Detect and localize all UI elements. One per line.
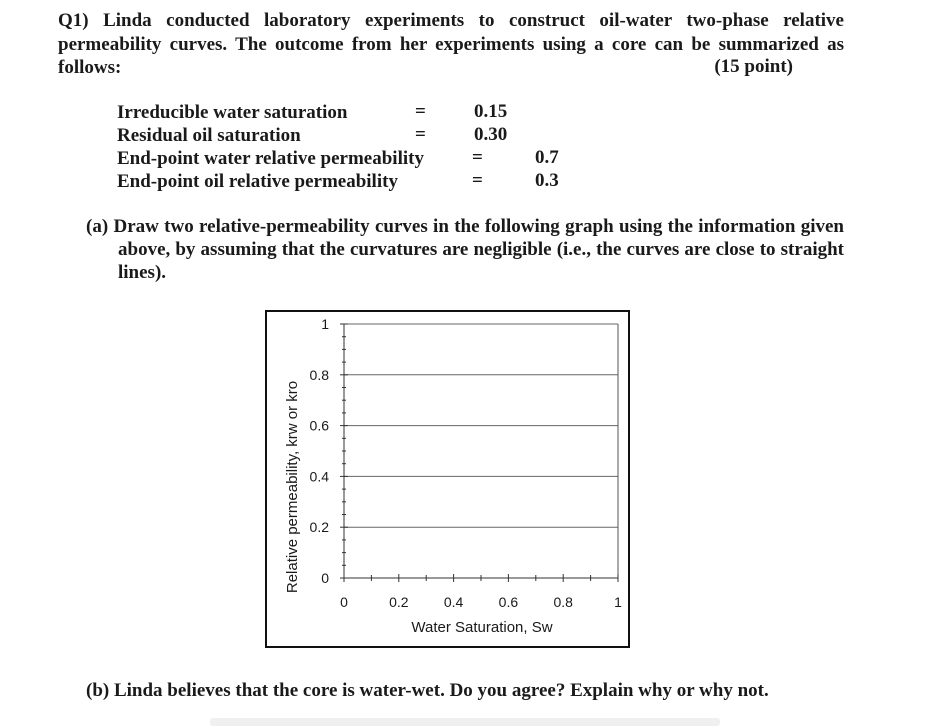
x-tick-label-5: 1	[614, 594, 622, 610]
y-tick-label-5: 1	[321, 316, 329, 332]
part-a-prompt	[86, 215, 844, 284]
y-tick-label-4: 0.8	[309, 366, 329, 383]
y-axis-label: Relative permeability, krw or kro	[284, 380, 301, 594]
given-eq-endpoint-water: =	[472, 147, 483, 168]
y-tick-label-2: 0.4	[309, 468, 329, 485]
ticks-layer	[310, 316, 623, 610]
x-tick-label-2: 0.4	[443, 594, 464, 610]
y-tick-label-3: 0.6	[309, 417, 329, 434]
part-a-text: (a) Draw two relative-permeability curves in the following graph using the information given above, by assuming that the curvatures are negligible (i.e., the curves are close to straight lines).	[86, 216, 844, 283]
given-eq-endpoint-oil: =	[472, 170, 483, 191]
x-axis-label: Water Saturation, Sw	[411, 619, 553, 636]
chart-frame	[265, 310, 630, 648]
y-tick-label-0: 0	[321, 570, 329, 586]
x-tick-label-3: 0.6	[498, 594, 519, 610]
given-label-residual-oil: Residual oil saturation	[117, 125, 301, 146]
x-tick-label-4: 0.8	[553, 594, 573, 610]
x-tick-label-0: 0	[340, 594, 348, 610]
given-value-irreducible-water: 0.15	[474, 101, 508, 122]
grid-layer	[344, 324, 618, 578]
given-value-endpoint-water: 0.7	[535, 147, 559, 168]
part-b-prompt: (b) Linda believes that the core is water-wet. Do you agree? Explain why or why not.	[86, 680, 769, 701]
given-label-irreducible-water: Irreducible water saturation	[117, 102, 348, 123]
relperm-chart	[267, 312, 628, 646]
given-value-residual-oil: 0.30	[474, 124, 508, 145]
given-value-endpoint-oil: 0.3	[535, 170, 559, 191]
given-label-endpoint-water: End-point water relative permeability	[117, 148, 424, 169]
x-tick-label-1: 0.2	[389, 594, 409, 610]
y-tick-label-1: 0.2	[309, 519, 329, 536]
page-bottom-edge	[210, 718, 720, 726]
given-label-endpoint-oil: End-point oil relative permeability	[117, 171, 398, 192]
question-points: (15 point)	[714, 56, 793, 77]
given-eq-residual-oil: =	[415, 124, 426, 145]
question-intro: Q1) Linda conducted laboratory experiments to construct oil-water two-phase relative permeability curves. The outcome from her experiments using a core can be summarized as follows:	[58, 10, 844, 78]
given-eq-irreducible-water: =	[415, 101, 426, 122]
axes-layer	[344, 324, 618, 578]
